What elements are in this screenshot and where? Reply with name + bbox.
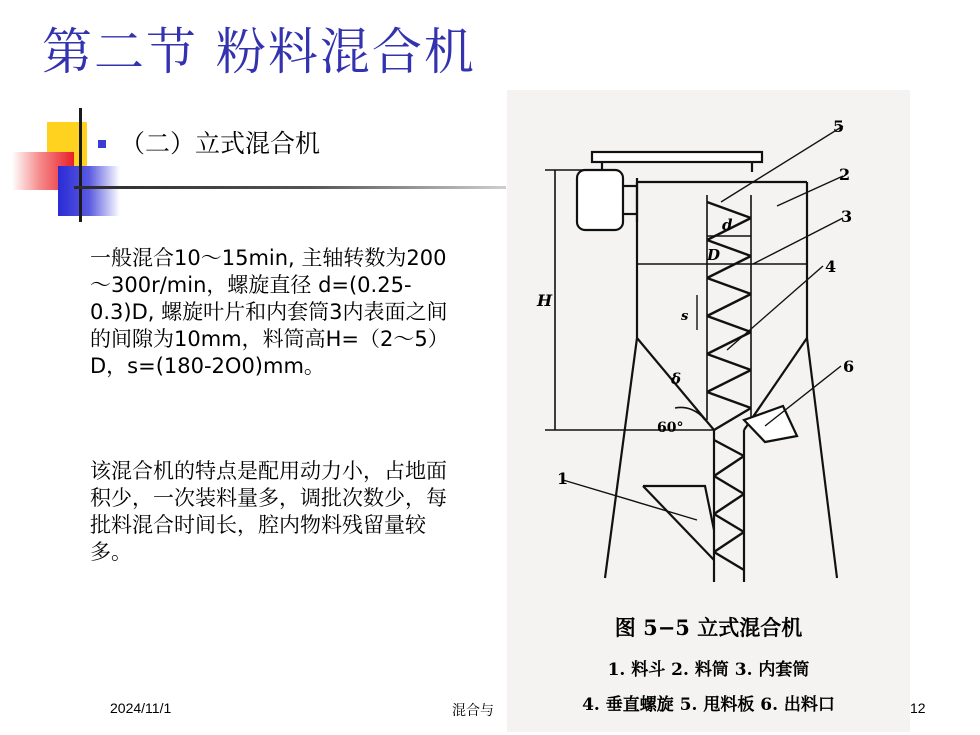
figure-caption: 图 5−5 立式混合机 (614, 615, 803, 640)
figure-legend-line2: 4. 垂直螺旋 5. 甩料板 6. 出料口 (582, 695, 835, 715)
paragraph-features: 该混合机的特点是配用动力小，占地面积少，一次装料量多，调批次数少，每批料混合时间长，腔内物料残留量较多。 (90, 459, 447, 564)
section-subtitle: （二）立式混合机 (120, 129, 321, 158)
label-angle: 60° (657, 420, 684, 436)
leg-left (605, 338, 637, 578)
footer-page-number: 12 (910, 700, 926, 716)
leader-6 (765, 366, 841, 426)
label-3: 3 (841, 207, 853, 226)
motor-body (577, 170, 623, 230)
label-delta: δ (671, 370, 682, 388)
subtitle-underline (74, 186, 506, 189)
bullet-marker (98, 140, 106, 148)
paragraph-specs: 一般混合10～15min, 主轴转数为200～300r/min，螺旋直径 d=(0.25-0.3)D, 螺旋叶片和内套筒3内表面之间的间隙为10mm，料筒高H=（2～5）D，s=(180-2O0)mm。 (90, 246, 449, 378)
hopper-slope (643, 486, 714, 560)
label-4: 4 (825, 257, 837, 276)
decor-blue-square (58, 166, 120, 216)
leg-right (807, 338, 837, 578)
footer-date: 2024/11/1 (110, 700, 172, 716)
drive-bar (592, 152, 762, 162)
leader-2 (777, 176, 843, 206)
footer-center-text: 混合与 (452, 702, 494, 718)
mixer-diagram (507, 90, 910, 605)
leader-5 (721, 126, 843, 202)
label-D: D (707, 246, 721, 264)
mixer-figure (507, 90, 910, 732)
decor-vertical-line (79, 108, 82, 222)
slide-title: 第二节 粉料混合机 (42, 23, 476, 81)
label-H: H (537, 291, 553, 310)
label-1: 1 (557, 469, 569, 488)
leader-4 (727, 266, 823, 350)
label-6: 6 (843, 357, 855, 376)
outlet-spout (744, 406, 797, 442)
figure-legend-line1: 1. 料斗 2. 料筒 3. 内套筒 (607, 660, 810, 680)
label-2: 2 (839, 165, 851, 184)
label-s: s (681, 309, 689, 324)
label-d: d (722, 216, 733, 234)
label-5: 5 (833, 117, 845, 136)
